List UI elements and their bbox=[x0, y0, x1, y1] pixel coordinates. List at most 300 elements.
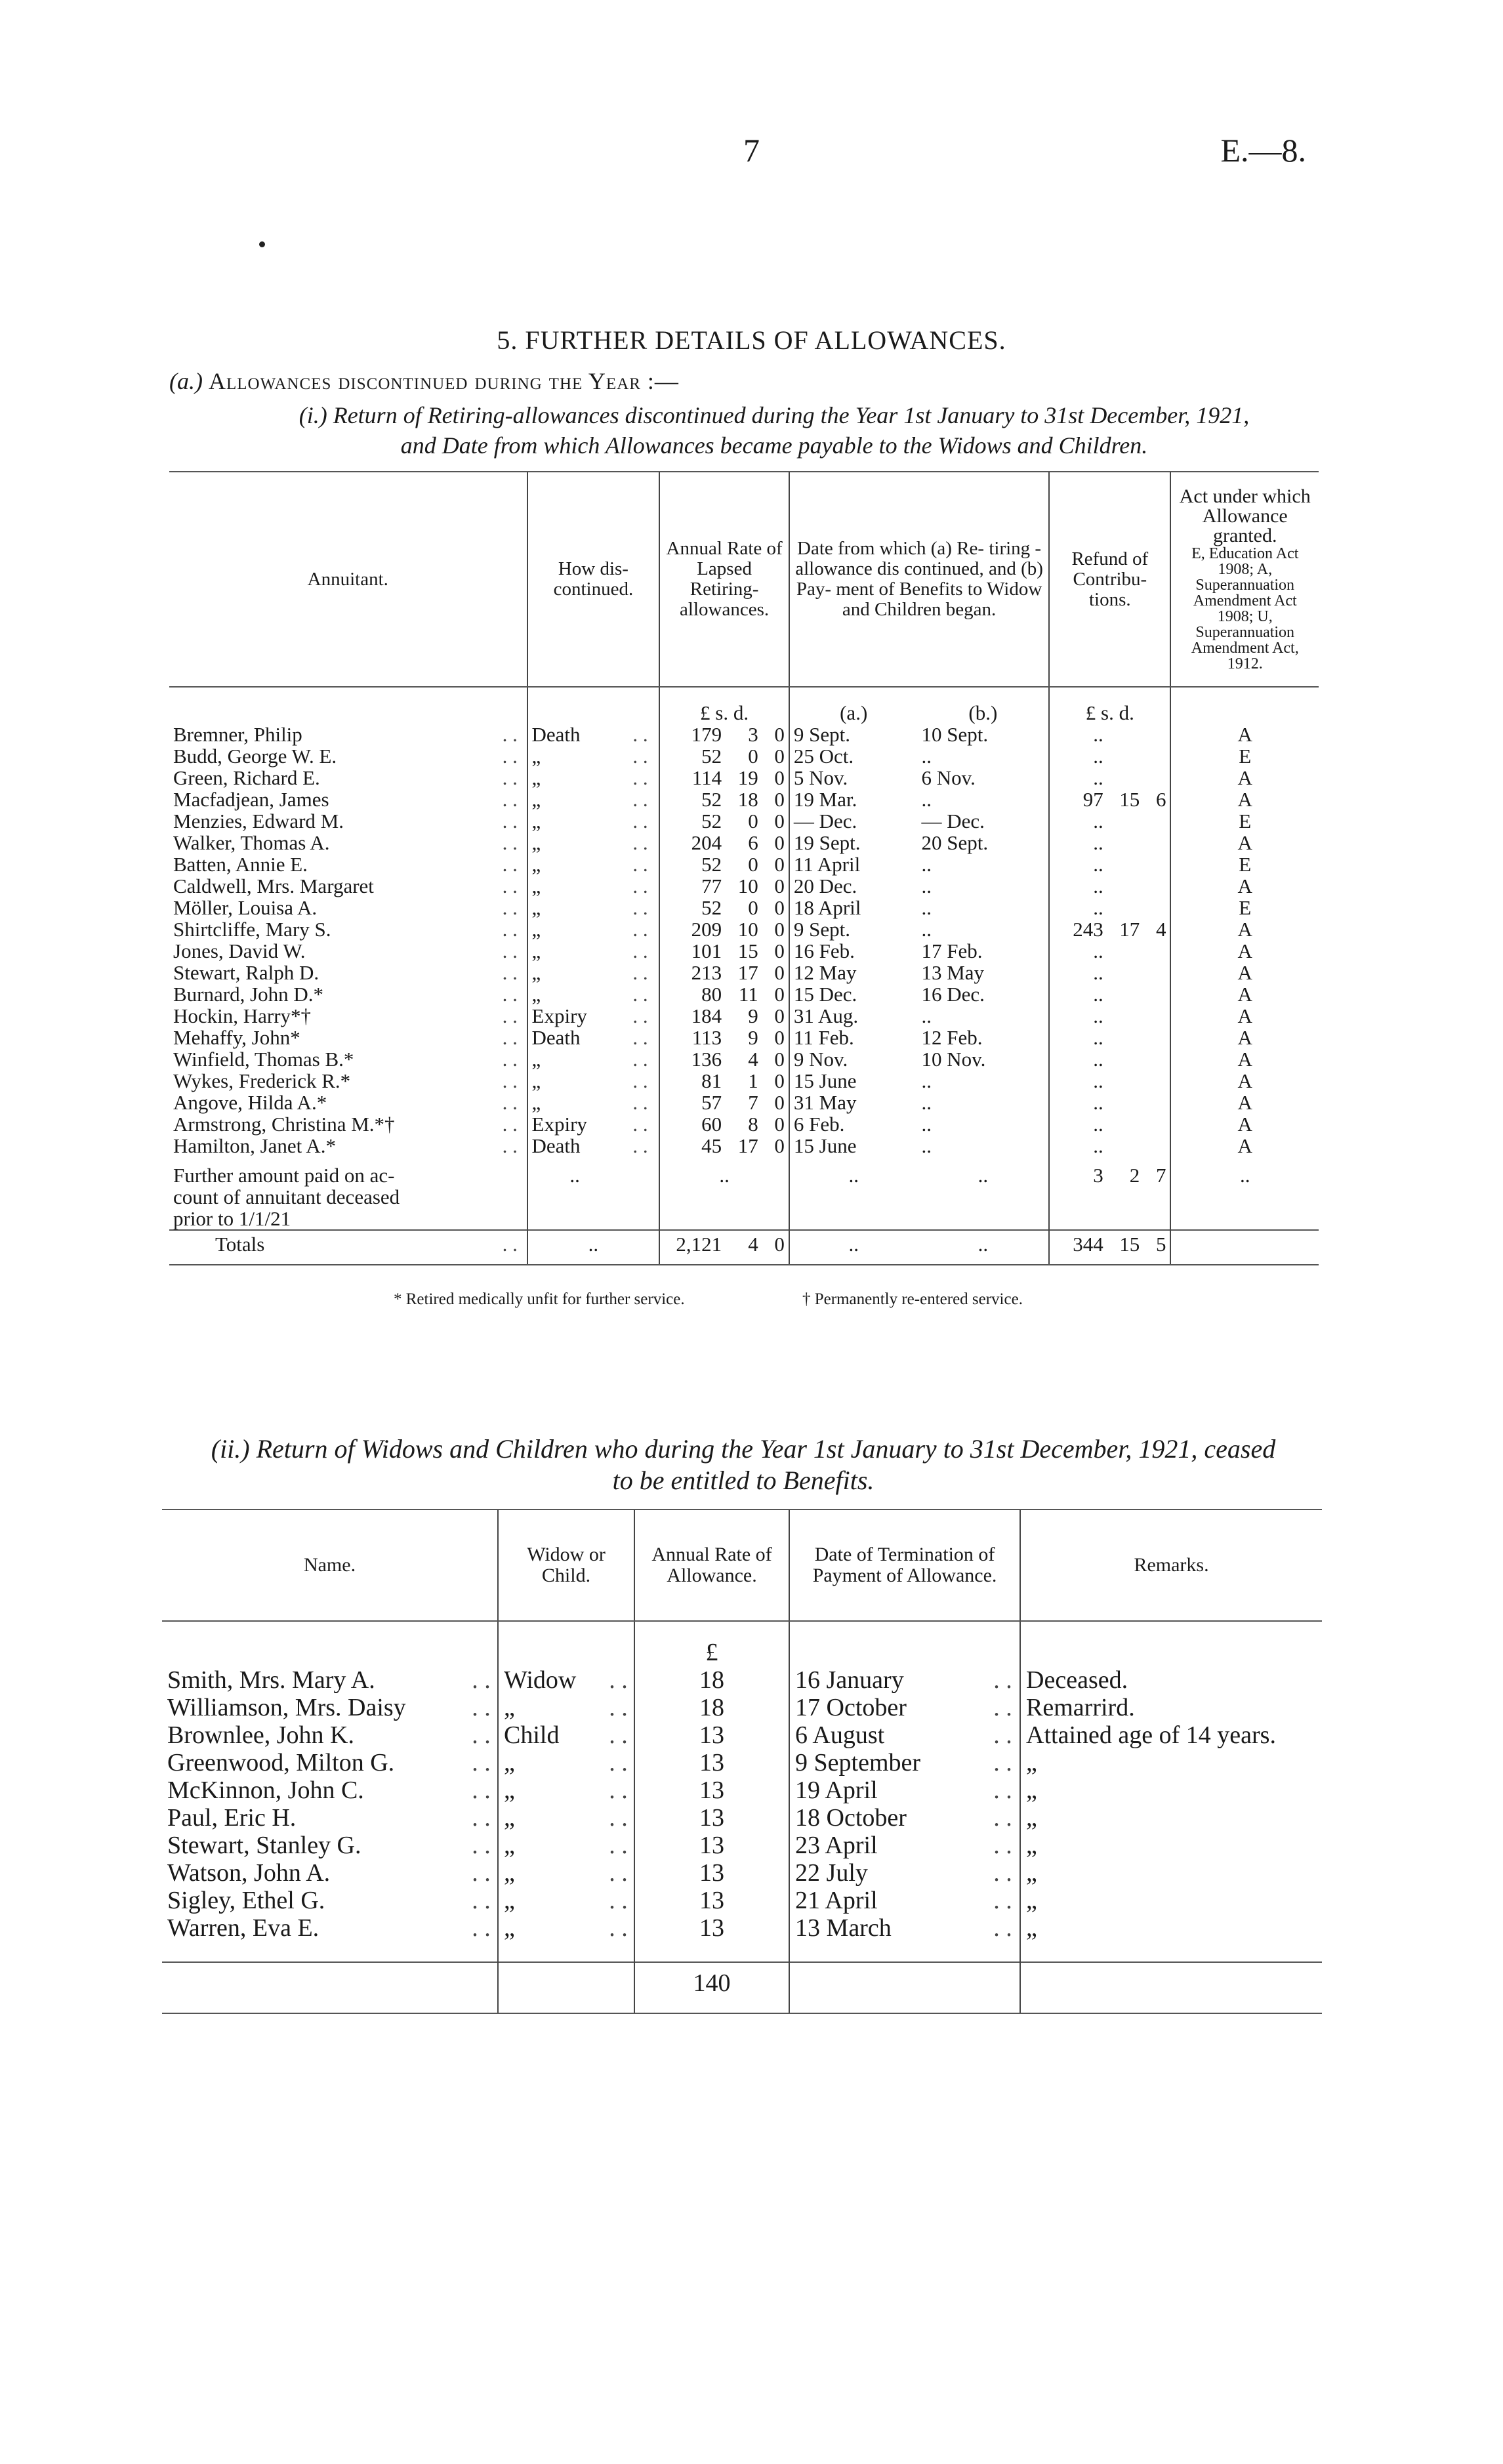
person-name: Watson, John A. bbox=[167, 1859, 331, 1887]
remarks: „ bbox=[1020, 1804, 1322, 1832]
leader-dots: . . bbox=[609, 1721, 628, 1749]
act-code: E bbox=[1170, 745, 1319, 767]
further-refund-pounds: 3 bbox=[1049, 1164, 1107, 1230]
annuitant-name: Bremner, Philip bbox=[173, 723, 302, 746]
annuitant-row bbox=[169, 1005, 1319, 1027]
act-code: A bbox=[1170, 940, 1319, 962]
leader-dots: . . bbox=[493, 1230, 527, 1265]
annual-rate: 13 bbox=[634, 1914, 789, 1962]
refund-shillings bbox=[1107, 1135, 1144, 1164]
annuitant-row bbox=[169, 1048, 1319, 1070]
subheading-label: (a.) bbox=[169, 368, 203, 394]
annuitant-row bbox=[169, 1113, 1319, 1135]
table2-header-row bbox=[162, 1509, 1322, 1621]
act-code: A bbox=[1170, 832, 1319, 853]
header-act-detail: E, Education Act 1908; A, Superannuation Amendment Act 1908; U, Superannuation Amendment Act, 1912. bbox=[1191, 545, 1299, 672]
leader-dots: . . bbox=[632, 1004, 648, 1027]
rate-shillings: 11 bbox=[738, 983, 758, 1006]
subheading bbox=[169, 367, 679, 395]
rate-shillings: 0 bbox=[748, 853, 758, 876]
date-allowance-discontinued: 9 Sept. bbox=[789, 918, 918, 940]
how-discontinued: „ bbox=[527, 832, 622, 853]
annuitant-row bbox=[169, 789, 1319, 810]
annuitant-row bbox=[169, 724, 1319, 745]
leader-dots: . . bbox=[632, 1113, 648, 1136]
refund-shillings bbox=[1107, 1113, 1144, 1135]
leader-dots: . . bbox=[502, 766, 518, 789]
leader-dots: . . bbox=[993, 1832, 1012, 1859]
rate-pounds: 209 bbox=[659, 918, 726, 940]
date-benefits-began: .. bbox=[921, 918, 932, 941]
leader-dots: . . bbox=[609, 1914, 628, 1942]
totals-row bbox=[169, 1230, 1319, 1265]
leader-dots: . . bbox=[502, 1026, 518, 1049]
leader-dots: . . bbox=[993, 1694, 1012, 1721]
refund-shillings bbox=[1107, 832, 1144, 853]
act-code: A bbox=[1170, 1005, 1319, 1027]
header-date-of-termination: Date of Termination of Payment of Allowance. bbox=[789, 1509, 1020, 1621]
widow-child-row bbox=[162, 1694, 1322, 1721]
refund-pence bbox=[1143, 724, 1170, 745]
table2-caption-line1: (ii.) Return of Widows and Children who during the Year 1st January to 31st December, 1921, ceased bbox=[211, 1434, 1276, 1464]
refund-shillings bbox=[1107, 962, 1144, 983]
how-discontinued: „ bbox=[527, 897, 622, 918]
rate-pence: 0 bbox=[774, 766, 785, 789]
act-code: E bbox=[1170, 897, 1319, 918]
further-act: .. bbox=[1170, 1164, 1319, 1230]
date-benefits-began: .. bbox=[921, 1134, 932, 1157]
date-allowance-discontinued: 15 June bbox=[789, 1070, 918, 1092]
printed-dot-mark bbox=[259, 241, 265, 247]
refund-pence bbox=[1143, 1048, 1170, 1070]
widow-or-child: „ bbox=[498, 1749, 603, 1776]
refund-pounds: .. bbox=[1049, 983, 1107, 1005]
date-benefits-began: 13 May bbox=[921, 961, 985, 984]
leader-dots: . . bbox=[632, 1091, 648, 1114]
rate-pence: 0 bbox=[774, 1048, 785, 1071]
rate-shillings: 0 bbox=[748, 896, 758, 919]
leader-dots: . . bbox=[632, 810, 648, 832]
rate-pence: 0 bbox=[774, 939, 785, 962]
refund-shillings bbox=[1107, 1092, 1144, 1113]
refund-pence: 4 bbox=[1155, 918, 1166, 941]
annuitant-name: Jones, David W. bbox=[173, 939, 306, 962]
annual-rate: 13 bbox=[634, 1721, 789, 1749]
header-how-discontinued: How dis- continued. bbox=[527, 472, 660, 687]
rate-shillings: 17 bbox=[737, 961, 758, 984]
date-benefits-began: — Dec. bbox=[921, 810, 985, 832]
termination-date: 22 July bbox=[789, 1859, 986, 1887]
act-code: A bbox=[1170, 1027, 1319, 1048]
widow-or-child: „ bbox=[498, 1694, 603, 1721]
refund-shillings: 15 bbox=[1119, 788, 1140, 811]
annuitant-name: Angove, Hilda A.* bbox=[173, 1091, 327, 1114]
table2-caption bbox=[169, 1433, 1317, 1496]
rate-shillings: 9 bbox=[748, 1026, 758, 1049]
act-code: A bbox=[1170, 875, 1319, 897]
date-allowance-discontinued: 12 May bbox=[789, 962, 918, 983]
act-code: A bbox=[1170, 962, 1319, 983]
date-allowance-discontinued: 6 Feb. bbox=[789, 1113, 918, 1135]
annuitant-name: Armstrong, Christina M.*† bbox=[173, 1113, 395, 1136]
termination-date: 23 April bbox=[789, 1832, 986, 1859]
rate-pence: 0 bbox=[774, 961, 785, 984]
date-allowance-discontinued: 31 May bbox=[789, 1092, 918, 1113]
how-discontinued: „ bbox=[527, 1092, 622, 1113]
leader-dots: . . bbox=[993, 1776, 1012, 1804]
how-discontinued: „ bbox=[527, 745, 622, 767]
annuitant-name: Winfield, Thomas B.* bbox=[173, 1048, 354, 1071]
leader-dots: . . bbox=[632, 788, 648, 811]
rate-pence: 0 bbox=[774, 874, 785, 897]
date-allowance-discontinued: 19 Mar. bbox=[789, 789, 918, 810]
refund-shillings: 17 bbox=[1119, 918, 1140, 941]
rate-pence: 0 bbox=[774, 1004, 785, 1027]
date-benefits-began: .. bbox=[921, 874, 932, 897]
date-benefits-began: .. bbox=[921, 1004, 932, 1027]
rate-pounds: 52 bbox=[659, 810, 726, 832]
table1-caption-line2: and Date from which Allowances became payable to the Widows and Children. bbox=[400, 432, 1148, 459]
person-name: Greenwood, Milton G. bbox=[167, 1749, 395, 1776]
refund-pounds: .. bbox=[1049, 1092, 1107, 1113]
date-allowance-discontinued: 15 Dec. bbox=[789, 983, 918, 1005]
rate-pence: 0 bbox=[774, 918, 785, 941]
leader-dots: . . bbox=[632, 896, 648, 919]
annuitant-row bbox=[169, 875, 1319, 897]
how-discontinued: Expiry bbox=[527, 1113, 622, 1135]
annuitant-name: Hamilton, Janet A.* bbox=[173, 1134, 336, 1157]
leader-dots: . . bbox=[632, 745, 648, 768]
widow-or-child: „ bbox=[498, 1804, 603, 1832]
leader-dots: . . bbox=[993, 1859, 1012, 1887]
date-benefits-began: .. bbox=[921, 896, 932, 919]
refund-pounds: .. bbox=[1049, 832, 1107, 853]
widow-or-child: „ bbox=[498, 1887, 603, 1914]
act-code: A bbox=[1170, 1092, 1319, 1113]
refund-pence bbox=[1143, 983, 1170, 1005]
annual-rate: 13 bbox=[634, 1832, 789, 1859]
annuitant-row bbox=[169, 745, 1319, 767]
rate-shillings: 8 bbox=[748, 1113, 758, 1136]
widow-child-row bbox=[162, 1887, 1322, 1914]
annuitant-row bbox=[169, 1070, 1319, 1092]
how-discontinued: „ bbox=[527, 1070, 622, 1092]
how-discontinued: Death bbox=[527, 724, 622, 745]
refund-pounds: .. bbox=[1049, 940, 1107, 962]
further-rate: .. bbox=[659, 1164, 789, 1230]
refund-pounds: .. bbox=[1049, 875, 1107, 897]
page-number: 7 bbox=[743, 132, 760, 169]
rate-shillings: 15 bbox=[737, 939, 758, 962]
date-benefits-began: 12 Feb. bbox=[921, 1026, 983, 1049]
termination-date: 21 April bbox=[789, 1887, 986, 1914]
leader-dots: . . bbox=[472, 1832, 491, 1859]
refund-pounds: .. bbox=[1049, 1113, 1107, 1135]
date-allowance-discontinued: — Dec. bbox=[789, 810, 918, 832]
further-date-b: .. bbox=[978, 1164, 989, 1187]
date-allowance-discontinued: 9 Nov. bbox=[789, 1048, 918, 1070]
rate-pounds: 57 bbox=[659, 1092, 726, 1113]
leader-dots: . . bbox=[993, 1804, 1012, 1832]
termination-date: 18 October bbox=[789, 1804, 986, 1832]
rate-pounds: 45 bbox=[659, 1135, 726, 1164]
termination-date: 19 April bbox=[789, 1776, 986, 1804]
date-allowance-discontinued: 25 Oct. bbox=[789, 745, 918, 767]
rate-pounds: 80 bbox=[659, 983, 726, 1005]
annuitant-name: Möller, Louisa A. bbox=[173, 896, 318, 919]
leader-dots: . . bbox=[993, 1666, 1012, 1694]
header-annuitant: Annuitant. bbox=[169, 472, 527, 687]
leader-dots: . . bbox=[632, 874, 648, 897]
rate-shillings: 10 bbox=[737, 918, 758, 941]
leader-dots: . . bbox=[609, 1832, 628, 1859]
remarks: „ bbox=[1020, 1749, 1322, 1776]
rate-pounds: 52 bbox=[659, 745, 726, 767]
leader-dots: . . bbox=[502, 961, 518, 984]
date-allowance-discontinued: 11 April bbox=[789, 853, 918, 875]
act-code: A bbox=[1170, 767, 1319, 789]
further-amount-row bbox=[169, 1164, 1319, 1230]
remarks: Remarrird. bbox=[1020, 1694, 1322, 1721]
header-name: Name. bbox=[162, 1509, 498, 1621]
further-amount-line1: Further amount paid on ac- bbox=[173, 1164, 395, 1187]
widow-child-row bbox=[162, 1721, 1322, 1749]
annuitant-row bbox=[169, 897, 1319, 918]
refund-pence bbox=[1143, 1027, 1170, 1048]
person-name: Williamson, Mrs. Daisy bbox=[167, 1694, 406, 1721]
date-benefits-began: 20 Sept. bbox=[921, 831, 989, 854]
refund-pounds: .. bbox=[1049, 1027, 1107, 1048]
leader-dots: . . bbox=[472, 1694, 491, 1721]
annual-rate: 13 bbox=[634, 1804, 789, 1832]
refund-pounds: .. bbox=[1049, 724, 1107, 745]
leader-dots: . . bbox=[502, 1069, 518, 1092]
refund-pence bbox=[1143, 767, 1170, 789]
refund-pounds: .. bbox=[1049, 853, 1107, 875]
date-benefits-began: 10 Sept. bbox=[921, 723, 989, 746]
remarks: „ bbox=[1020, 1776, 1322, 1804]
rate-pounds: 77 bbox=[659, 875, 726, 897]
remarks: „ bbox=[1020, 1859, 1322, 1887]
refund-pence bbox=[1143, 1135, 1170, 1164]
leader-dots: . . bbox=[502, 1134, 518, 1157]
leader-dots: . . bbox=[472, 1859, 491, 1887]
annuitant-name: Macfadjean, James bbox=[173, 788, 329, 811]
leader-dots: . . bbox=[502, 853, 518, 876]
table2-units-row bbox=[162, 1621, 1322, 1666]
annual-rate: 13 bbox=[634, 1887, 789, 1914]
remarks: „ bbox=[1020, 1887, 1322, 1914]
how-discontinued: „ bbox=[527, 875, 622, 897]
refund-shillings bbox=[1107, 897, 1144, 918]
rate-pence: 0 bbox=[774, 853, 785, 876]
rate-pence: 0 bbox=[774, 788, 785, 811]
empty bbox=[498, 1962, 634, 2013]
annuitant-name: Walker, Thomas A. bbox=[173, 831, 330, 854]
refund-pence: 6 bbox=[1155, 788, 1166, 811]
leader-dots: . . bbox=[609, 1859, 628, 1887]
how-discontinued: „ bbox=[527, 918, 622, 940]
refund-pounds: .. bbox=[1049, 1005, 1107, 1027]
annuitant-row bbox=[169, 962, 1319, 983]
act-code: A bbox=[1170, 1070, 1319, 1092]
widow-child-row bbox=[162, 1749, 1322, 1776]
widow-child-row bbox=[162, 1832, 1322, 1859]
refund-pence bbox=[1143, 962, 1170, 983]
leader-dots: . . bbox=[632, 1134, 648, 1157]
leader-dots: . . bbox=[632, 1026, 648, 1049]
totals-rate-shillings: 4 bbox=[726, 1230, 762, 1265]
leader-dots: . . bbox=[632, 961, 648, 984]
date-benefits-began: .. bbox=[921, 745, 932, 768]
leader-dots: . . bbox=[502, 723, 518, 746]
rate-pence: 0 bbox=[774, 810, 785, 832]
leader-dots: . . bbox=[632, 1069, 648, 1092]
widows-children-table bbox=[162, 1509, 1322, 2014]
leader-dots: . . bbox=[502, 1091, 518, 1114]
unit-a: (a.) bbox=[789, 687, 918, 724]
act-code: A bbox=[1170, 983, 1319, 1005]
refund-pounds: .. bbox=[1049, 897, 1107, 918]
refund-shillings bbox=[1107, 810, 1144, 832]
rate-shillings: 3 bbox=[748, 723, 758, 746]
rate-pounds: 114 bbox=[659, 767, 726, 789]
remarks: Attained age of 14 years. bbox=[1020, 1721, 1322, 1749]
rate-pounds: 60 bbox=[659, 1113, 726, 1135]
rate-shillings: 0 bbox=[748, 745, 758, 768]
leader-dots: . . bbox=[632, 918, 648, 941]
document-reference: E.—8. bbox=[1220, 132, 1306, 169]
annuitant-row bbox=[169, 983, 1319, 1005]
widow-or-child: „ bbox=[498, 1859, 603, 1887]
refund-pounds: .. bbox=[1049, 1135, 1107, 1164]
table1-caption bbox=[216, 400, 1332, 461]
unit-pound: £ bbox=[634, 1621, 789, 1666]
date-benefits-began: 6 Nov. bbox=[921, 766, 976, 789]
annuitant-name: Shirtcliffe, Mary S. bbox=[173, 918, 331, 941]
leader-dots: . . bbox=[993, 1887, 1012, 1914]
footnote-star: * Retired medically unfit for further service. bbox=[394, 1290, 685, 1308]
annuitant-name: Green, Richard E. bbox=[173, 766, 320, 789]
rate-shillings: 9 bbox=[748, 1004, 758, 1027]
refund-pence bbox=[1143, 897, 1170, 918]
unit-b: (b.) bbox=[968, 701, 998, 724]
rate-pounds: 136 bbox=[659, 1048, 726, 1070]
leader-dots: . . bbox=[993, 1721, 1012, 1749]
annual-rate: 13 bbox=[634, 1749, 789, 1776]
leader-dots: . . bbox=[502, 745, 518, 768]
leader-dots: . . bbox=[502, 788, 518, 811]
rate-pounds: 81 bbox=[659, 1070, 726, 1092]
annuitant-name: Wykes, Frederick R.* bbox=[173, 1069, 351, 1092]
how-discontinued: „ bbox=[527, 983, 622, 1005]
act-code: A bbox=[1170, 1048, 1319, 1070]
rate-pounds: 101 bbox=[659, 940, 726, 962]
empty bbox=[1020, 1962, 1322, 2013]
rate-pence: 0 bbox=[774, 1091, 785, 1114]
refund-shillings bbox=[1107, 1048, 1144, 1070]
leader-dots: . . bbox=[609, 1887, 628, 1914]
rate-shillings: 4 bbox=[748, 1048, 758, 1071]
leader-dots: . . bbox=[609, 1694, 628, 1721]
leader-dots: . . bbox=[632, 939, 648, 962]
leader-dots: . . bbox=[502, 1048, 518, 1071]
remarks: „ bbox=[1020, 1914, 1322, 1962]
rate-pence: 0 bbox=[774, 1069, 785, 1092]
refund-pounds: .. bbox=[1049, 767, 1107, 789]
header-widow-or-child: Widow or Child. bbox=[498, 1509, 634, 1621]
person-name: Stewart, Stanley G. bbox=[167, 1832, 361, 1859]
rate-shillings: 10 bbox=[737, 874, 758, 897]
rate-pence: 0 bbox=[774, 983, 785, 1006]
refund-shillings bbox=[1107, 983, 1144, 1005]
how-discontinued: „ bbox=[527, 940, 622, 962]
refund-pence bbox=[1143, 940, 1170, 962]
rate-shillings: 7 bbox=[748, 1091, 758, 1114]
total-rate: 140 bbox=[634, 1962, 789, 2013]
rate-shillings: 6 bbox=[748, 831, 758, 854]
rate-pounds: 204 bbox=[659, 832, 726, 853]
section-heading: 5. FURTHER DETAILS OF ALLOWANCES. bbox=[497, 325, 1006, 355]
leader-dots: . . bbox=[472, 1776, 491, 1804]
annuitant-name: Hockin, Harry*† bbox=[173, 1004, 312, 1027]
totals-rate-pence: 0 bbox=[762, 1230, 789, 1265]
further-date-a: .. bbox=[789, 1164, 918, 1230]
leader-dots: . . bbox=[472, 1749, 491, 1776]
leader-dots: . . bbox=[502, 983, 518, 1006]
leader-dots: . . bbox=[609, 1749, 628, 1776]
refund-shillings bbox=[1107, 767, 1144, 789]
person-name: Paul, Eric H. bbox=[167, 1804, 297, 1832]
annual-rate: 13 bbox=[634, 1859, 789, 1887]
termination-date: 6 August bbox=[789, 1721, 986, 1749]
widow-or-child: Child bbox=[498, 1721, 603, 1749]
further-refund-shillings: 2 bbox=[1129, 1164, 1140, 1187]
leader-dots: . . bbox=[502, 1113, 518, 1136]
refund-pence bbox=[1143, 1005, 1170, 1027]
widow-or-child: „ bbox=[498, 1776, 603, 1804]
person-name: Sigley, Ethel G. bbox=[167, 1887, 325, 1914]
refund-pence bbox=[1143, 875, 1170, 897]
act-code: A bbox=[1170, 918, 1319, 940]
annual-rate: 18 bbox=[634, 1694, 789, 1721]
how-discontinued: „ bbox=[527, 1048, 622, 1070]
rate-shillings: 17 bbox=[737, 1134, 758, 1157]
date-benefits-began: .. bbox=[921, 1069, 932, 1092]
further-refund-pence: 7 bbox=[1155, 1164, 1166, 1187]
person-name: Warren, Eva E. bbox=[167, 1914, 319, 1942]
footnote-dagger: † Permanently re-entered service. bbox=[802, 1290, 1023, 1308]
refund-pence bbox=[1143, 832, 1170, 853]
refund-shillings bbox=[1107, 745, 1144, 767]
rate-shillings: 1 bbox=[748, 1069, 758, 1092]
leader-dots: . . bbox=[609, 1776, 628, 1804]
termination-date: 17 October bbox=[789, 1694, 986, 1721]
rate-pounds: 113 bbox=[659, 1027, 726, 1048]
leader-dots: . . bbox=[632, 831, 648, 854]
how-discontinued: „ bbox=[527, 767, 622, 789]
annuitant-row bbox=[169, 940, 1319, 962]
refund-shillings bbox=[1107, 875, 1144, 897]
refund-shillings bbox=[1107, 940, 1144, 962]
rate-pence: 0 bbox=[774, 831, 785, 854]
totals-rate-pounds: 2,121 bbox=[659, 1230, 726, 1265]
totals-refund-pounds: 344 bbox=[1049, 1230, 1107, 1265]
refund-shillings bbox=[1107, 1070, 1144, 1092]
refund-pounds: .. bbox=[1049, 1048, 1107, 1070]
widow-child-row bbox=[162, 1859, 1322, 1887]
refund-shillings bbox=[1107, 1005, 1144, 1027]
